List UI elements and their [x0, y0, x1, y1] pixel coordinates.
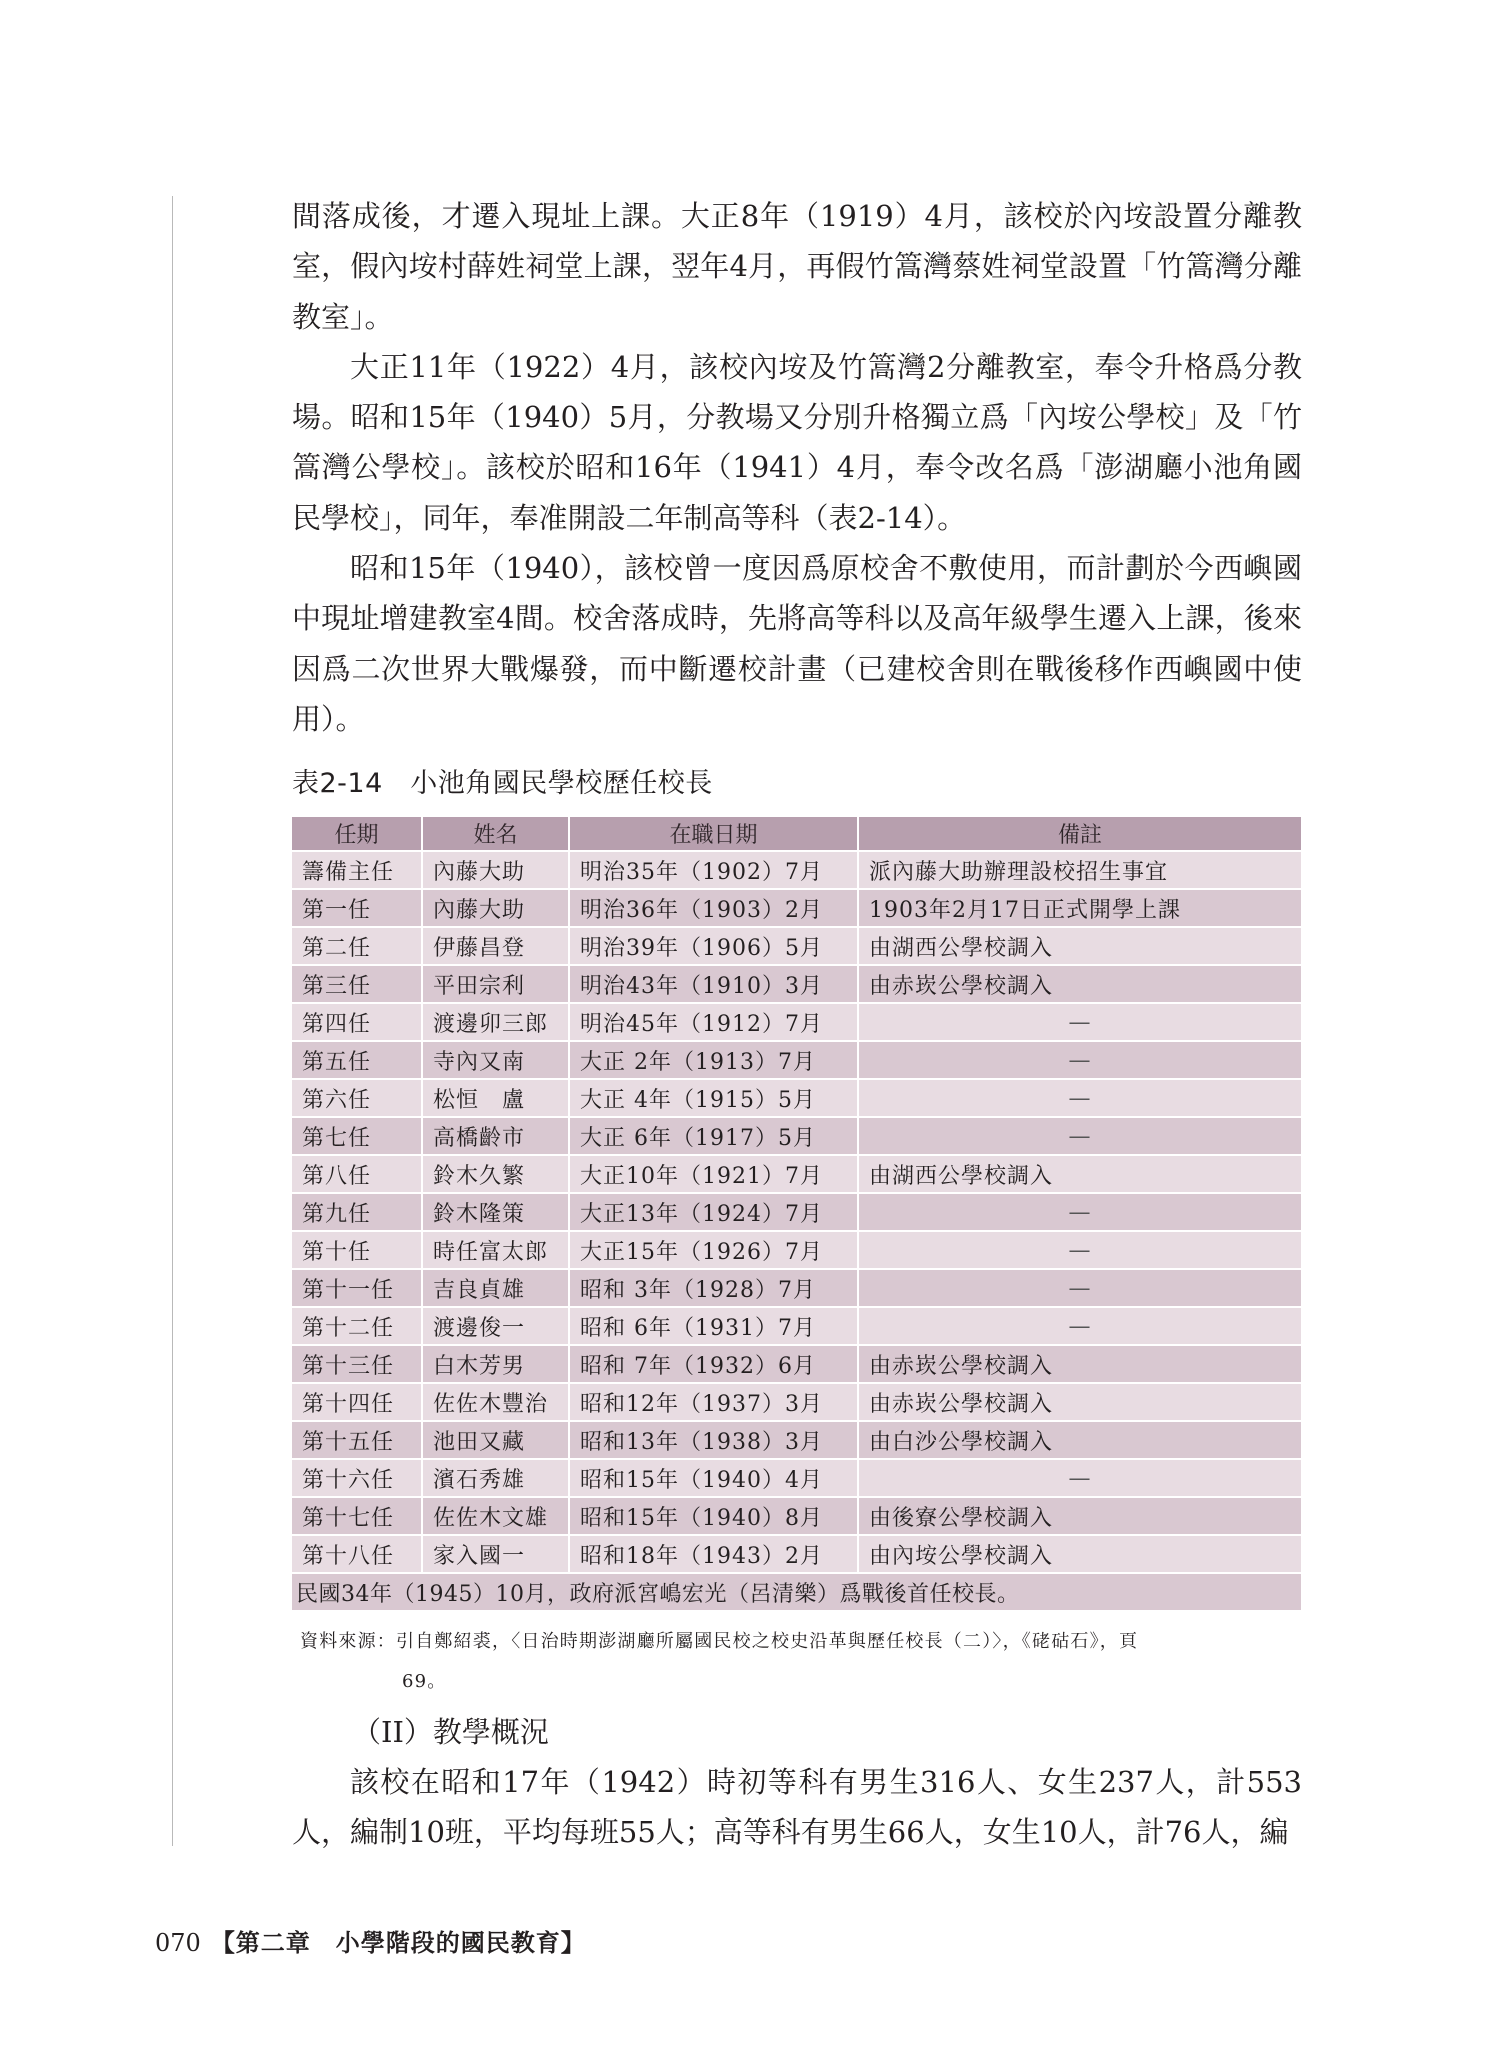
cell-date: 昭和 3年（1928）7月 [569, 1269, 858, 1307]
cell-term: 第十六任 [292, 1459, 422, 1497]
cell-date: 昭和12年（1937）3月 [569, 1383, 858, 1421]
header-date: 在職日期 [569, 817, 858, 851]
cell-term: 第十五任 [292, 1421, 422, 1459]
cell-term: 第十三任 [292, 1345, 422, 1383]
cell-date: 明治45年（1912）7月 [569, 1003, 858, 1041]
table-row [292, 851, 1302, 889]
table-footer-note: 民國34年（1945）10月，政府派宮嶋宏光（呂清樂）爲戰後首任校長。 [292, 1573, 1302, 1611]
cell-name: 寺內又南 [422, 1041, 569, 1079]
cell-note: 由後寮公學校調入 [858, 1497, 1302, 1535]
cell-name: 池田又藏 [422, 1421, 569, 1459]
table-header-row [292, 817, 1302, 851]
table-row [292, 1269, 1302, 1307]
table-body [292, 851, 1302, 1611]
table-row [292, 1345, 1302, 1383]
cell-date: 明治43年（1910）3月 [569, 965, 858, 1003]
cell-name: 內藤大助 [422, 851, 569, 889]
cell-note: 由白沙公學校調入 [858, 1421, 1302, 1459]
cell-name: 內藤大助 [422, 889, 569, 927]
table-row [292, 1003, 1302, 1041]
body-text-bottom [292, 1757, 1302, 1858]
cell-date: 昭和18年（1943）2月 [569, 1535, 858, 1573]
cell-term: 第六任 [292, 1079, 422, 1117]
cell-note: — [858, 1459, 1302, 1497]
cell-term: 第十八任 [292, 1535, 422, 1573]
cell-note: — [858, 1193, 1302, 1231]
cell-term: 第八任 [292, 1155, 422, 1193]
cell-note: — [858, 1269, 1302, 1307]
header-name: 姓名 [422, 817, 569, 851]
cell-term: 第九任 [292, 1193, 422, 1231]
cell-date: 大正10年（1921）7月 [569, 1155, 858, 1193]
table-row [292, 965, 1302, 1003]
table-row [292, 1041, 1302, 1079]
table-row [292, 889, 1302, 927]
cell-note: 由赤崁公學校調入 [858, 965, 1302, 1003]
table-row [292, 1193, 1302, 1231]
cell-note: — [858, 1041, 1302, 1079]
page-footer [155, 1923, 586, 1963]
cell-note: 由內垵公學校調入 [858, 1535, 1302, 1573]
cell-term: 第二任 [292, 927, 422, 965]
table-row [292, 1079, 1302, 1117]
cell-date: 昭和15年（1940）4月 [569, 1459, 858, 1497]
body-text-top [292, 191, 1302, 744]
table-row [292, 1421, 1302, 1459]
cell-term: 第一任 [292, 889, 422, 927]
table-row [292, 1459, 1302, 1497]
cell-name: 家入國一 [422, 1535, 569, 1573]
cell-name: 渡邊俊一 [422, 1307, 569, 1345]
cell-note: — [858, 1079, 1302, 1117]
header-note: 備註 [858, 817, 1302, 851]
cell-date: 昭和 7年（1932）6月 [569, 1345, 858, 1383]
cell-name: 伊藤昌登 [422, 927, 569, 965]
cell-date: 大正 6年（1917）5月 [569, 1117, 858, 1155]
cell-note: 由赤崁公學校調入 [858, 1383, 1302, 1421]
cell-date: 昭和13年（1938）3月 [569, 1421, 858, 1459]
cell-note: — [858, 1231, 1302, 1269]
cell-date: 大正13年（1924）7月 [569, 1193, 858, 1231]
cell-date: 明治36年（1903）2月 [569, 889, 858, 927]
cell-note: — [858, 1117, 1302, 1155]
paragraph-4: 該校在昭和17年（1942）時初等科有男生316人、女生237人，計553人，編制10班，平均每班55人；高等科有男生66人，女生10人，計76人，編 [292, 1765, 1302, 1850]
table-row [292, 927, 1302, 965]
cell-note: 由湖西公學校調入 [858, 927, 1302, 965]
section-heading: （II）教學概況 [352, 1715, 549, 1749]
cell-name: 鈴木久繁 [422, 1155, 569, 1193]
header-term: 任期 [292, 817, 422, 851]
table-footer-row [292, 1573, 1302, 1611]
table-row [292, 1231, 1302, 1269]
cell-date: 明治35年（1902）7月 [569, 851, 858, 889]
cell-note: — [858, 1003, 1302, 1041]
paragraph-3: 昭和15年（1940），該校曾一度因爲原校舍不敷使用，而計劃於今西嶼國中現址增建教室4間。校舍落成時，先將高等科以及高年級學生遷入上課，後來因爲二次世界大戰爆發，而中斷遷校計畫（已建校舍則在戰後移作西嶼國中使用）。 [292, 551, 1302, 736]
cell-term: 第十任 [292, 1231, 422, 1269]
cell-name: 鈴木隆策 [422, 1193, 569, 1231]
cell-name: 渡邊卯三郎 [422, 1003, 569, 1041]
cell-note: 派內藤大助辦理設校招生事宜 [858, 851, 1302, 889]
source-note [300, 1622, 1300, 1702]
cell-name: 平田宗利 [422, 965, 569, 1003]
cell-name: 松恒 盧 [422, 1079, 569, 1117]
page-number: 070 [155, 1929, 201, 1957]
principals-table [292, 817, 1303, 1612]
table-row [292, 1117, 1302, 1155]
cell-date: 昭和 6年（1931）7月 [569, 1307, 858, 1345]
cell-note: 由赤崁公學校調入 [858, 1345, 1302, 1383]
table-row [292, 1535, 1302, 1573]
cell-term: 第十七任 [292, 1497, 422, 1535]
table-row [292, 1307, 1302, 1345]
cell-date: 大正 2年（1913）7月 [569, 1041, 858, 1079]
cell-date: 明治39年（1906）5月 [569, 927, 858, 965]
cell-name: 佐佐木豐治 [422, 1383, 569, 1421]
paragraph-1: 間落成後，才遷入現址上課。大正8年（1919）4月，該校於內垵設置分離教室，假內垵村薛姓祠堂上課，翌年4月，再假竹篙灣蔡姓祠堂設置「竹篙灣分離教室」。 [292, 199, 1302, 334]
cell-note: 1903年2月17日正式開學上課 [858, 889, 1302, 927]
cell-term: 第五任 [292, 1041, 422, 1079]
cell-date: 昭和15年（1940）8月 [569, 1497, 858, 1535]
cell-date: 大正15年（1926）7月 [569, 1231, 858, 1269]
cell-note: — [858, 1307, 1302, 1345]
cell-note: 由湖西公學校調入 [858, 1155, 1302, 1193]
cell-term: 第十二任 [292, 1307, 422, 1345]
table-title: 表2-14 小池角國民學校歷任校長 [292, 768, 713, 799]
table-row [292, 1155, 1302, 1193]
cell-name: 白木芳男 [422, 1345, 569, 1383]
table-row [292, 1383, 1302, 1421]
cell-term: 籌備主任 [292, 851, 422, 889]
cell-term: 第三任 [292, 965, 422, 1003]
paragraph-2: 大正11年（1922）4月，該校內垵及竹篙灣2分離教室，奉令升格爲分教場。昭和15年（1940）5月，分教場又分別升格獨立爲「內垵公學校」及「竹篙灣公學校」。該校於昭和16年（1941）4月，奉令改名爲「澎湖廳小池角國民學校」，同年，奉准開設二年制高等科（表2-14）。 [292, 349, 1302, 535]
source-line-2: 69。 [402, 1671, 447, 1692]
cell-term: 第四任 [292, 1003, 422, 1041]
cell-name: 吉良貞雄 [422, 1269, 569, 1307]
cell-term: 第十四任 [292, 1383, 422, 1421]
cell-name: 時任富太郎 [422, 1231, 569, 1269]
cell-term: 第七任 [292, 1117, 422, 1155]
table-row [292, 1497, 1302, 1535]
source-line-1: 資料來源：引自鄭紹裘，〈日治時期澎湖廳所屬國民校之校史沿革與歷任校長（二）〉，《硓𥑮石》，頁 [300, 1631, 1139, 1652]
cell-name: 佐佐木文雄 [422, 1497, 569, 1535]
chapter-title: 【第二章 小學階段的國民教育】 [210, 1928, 586, 1957]
margin-rule [172, 196, 173, 1846]
cell-name: 高橋齡市 [422, 1117, 569, 1155]
cell-date: 大正 4年（1915）5月 [569, 1079, 858, 1117]
cell-term: 第十一任 [292, 1269, 422, 1307]
cell-name: 濱石秀雄 [422, 1459, 569, 1497]
